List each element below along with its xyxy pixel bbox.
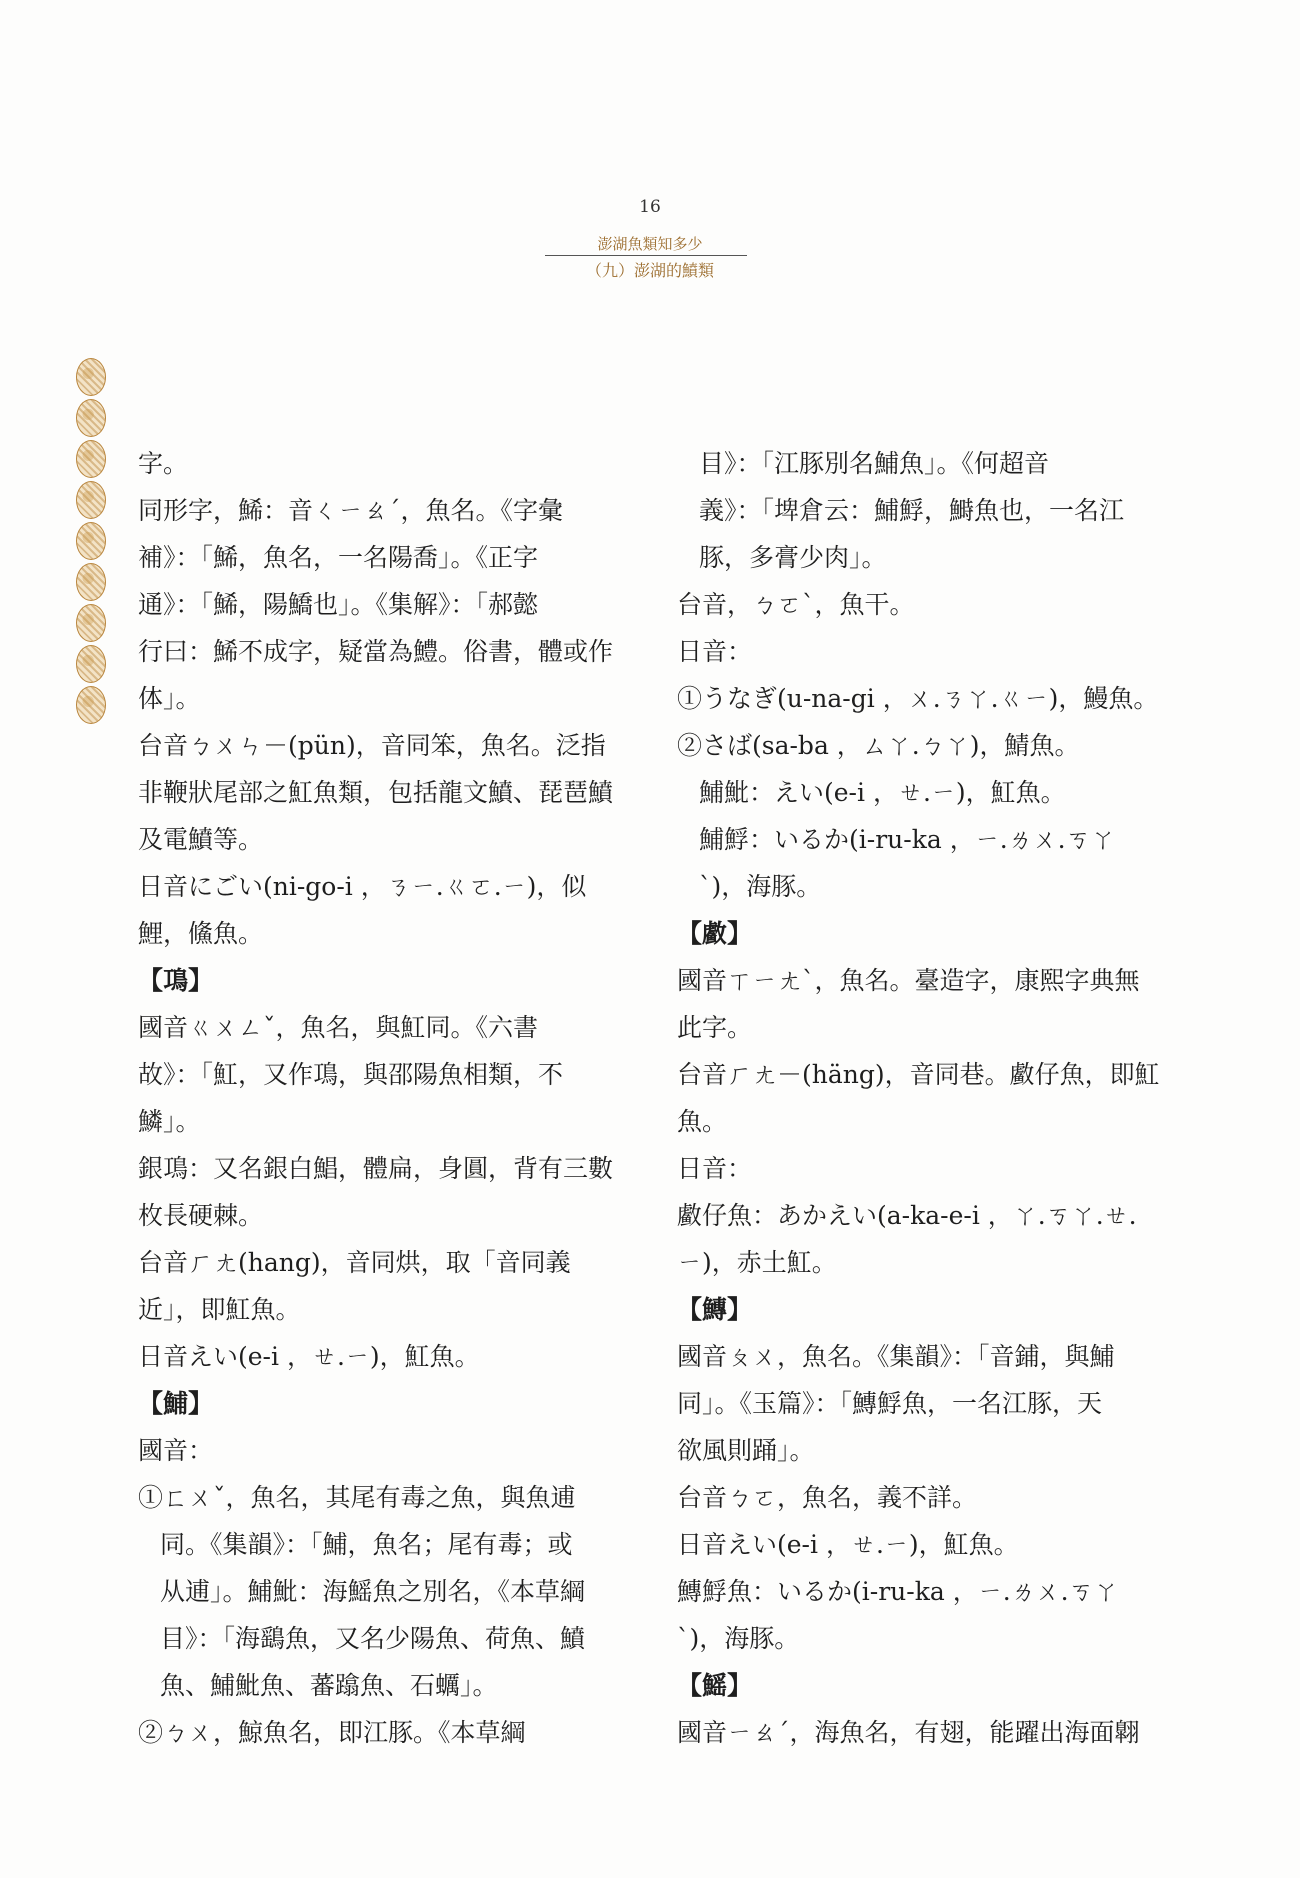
text-line: 日音えい(e-i ，ㄝ.ㄧ)，魟魚。 <box>677 1530 1019 1559</box>
text-line: 義》：「埤倉云：鯆䱐，鰣魚也，一名江 <box>699 496 1125 525</box>
text-line: 枚長硬棘。 <box>138 1201 264 1230</box>
text-line: 此字。 <box>677 1013 753 1042</box>
text-line: 欲風則踊」。 <box>677 1436 815 1465</box>
page-number: 16 <box>639 197 661 217</box>
text-line: ②ㄅㄨ，鯨魚名，即江豚。《本草綱 <box>138 1718 526 1747</box>
text-line: 日音： <box>677 1154 753 1183</box>
text-line: ①うなぎ(u-na-gi ，ㄨ.ㄋㄚ.ㄍㄧ)，鰻魚。 <box>677 684 1159 713</box>
text-line: 日音： <box>677 637 753 666</box>
text-line: 同。《集韻》：「鯆，魚名；尾有毒；或 <box>160 1530 573 1559</box>
text-line: 字。 <box>138 449 189 478</box>
text-line: ②さば(sa-ba ，ㄙㄚ.ㄅㄚ)，鯖魚。 <box>677 731 1080 760</box>
entry-heading: 【鰩】 <box>677 1671 753 1700</box>
text-line: 國音： <box>138 1436 214 1465</box>
decorative-coin-border <box>76 358 110 727</box>
text-line: 非鞭狀尾部之魟魚類，包括龍文鱝、琵琶鱝 <box>138 778 614 807</box>
text-line: 魚、鯆魮魚、蕃蹹魚、石蠣」。 <box>160 1671 498 1700</box>
text-line: 目》：「海鷂魚，又名少陽魚、荷魚、鱝 <box>160 1624 586 1653</box>
text-line: 及電鱝等。 <box>138 825 264 854</box>
text-line: 台音ㄏㄤ－(häng)，音同巷。䲣仔魚，即魟 <box>677 1060 1160 1089</box>
text-line: 鯆魮：えい(e-i ，ㄝ.ㄧ)，魟魚。 <box>699 778 1066 807</box>
text-line: ˋ)，海豚。 <box>677 1624 800 1653</box>
left-text-column <box>138 440 614 1756</box>
text-line: 台音ㄅㄨㄣ－(pün)，音同笨，魚名。泛指 <box>138 731 606 760</box>
text-line: 豚，多膏少肉」。 <box>699 543 887 572</box>
text-line: 体」。 <box>138 684 201 713</box>
text-line: 銀䲨：又名銀白鯧，體扁，身圓，背有三數 <box>138 1154 614 1183</box>
text-line: 日音えい(e-i ，ㄝ.ㄧ)，魟魚。 <box>138 1342 480 1371</box>
entry-heading: 【鯆】 <box>138 1389 214 1418</box>
text-line: 鯉，鯈魚。 <box>138 919 264 948</box>
right-text-column <box>677 440 1160 1756</box>
entry-heading: 【鱄】 <box>677 1295 753 1324</box>
text-line: 國音ㄧㄠˊ，海魚名，有翅，能躍出海面翺 <box>677 1718 1140 1747</box>
ornament-coin-icon <box>76 522 106 560</box>
text-line: 台音，ㄅㄛˋ，魚干。 <box>677 590 915 619</box>
text-line: 近」，即魟魚。 <box>138 1295 301 1324</box>
ornament-coin-icon <box>76 358 106 396</box>
text-line: 國音ㄒㄧㄤˋ，魚名。臺造字，康熙字典無 <box>677 966 1140 995</box>
text-line: 䲣仔魚：あかえい(a-ka-e-i ，ㄚ.ㄎㄚ.ㄝ. <box>677 1201 1137 1230</box>
text-line: 故》：「魟，又作䲨，與邵陽魚相類，不 <box>138 1060 564 1089</box>
ornament-coin-icon <box>76 686 106 724</box>
ornament-coin-icon <box>76 563 106 601</box>
running-header-section-title: （九）澎湖的鱝類 <box>585 261 714 280</box>
text-line: 同」。《玉篇》：「鱄䱐魚，一名江豚，天 <box>677 1389 1103 1418</box>
text-line: 國音ㄍㄨㄥˇ，魚名，與魟同。《六書 <box>138 1013 539 1042</box>
text-line: 通》：「鯑，陽鱎也」。《集解》：「郝懿 <box>138 590 539 619</box>
text-line: ①ㄈㄨˇ，魚名，其尾有毒之魚，與魚逋 <box>138 1483 576 1512</box>
text-line: 鯆䱐：いるか(i-ru-ka ，ㄧ.ㄌㄨ.ㄎㄚ <box>699 825 1116 854</box>
text-line: 台音ㄅㄛ，魚名，義不詳。 <box>677 1483 978 1512</box>
text-line: ˋ)，海豚。 <box>699 872 822 901</box>
header-divider <box>545 255 747 256</box>
ornament-coin-icon <box>76 399 106 437</box>
text-line: 目》：「江豚別名鯆魚」。《何超音 <box>699 449 1050 478</box>
ornament-coin-icon <box>76 440 106 478</box>
text-line: 同形字，鯑：音ㄑㄧㄠˊ，魚名。《字彙 <box>138 496 564 525</box>
entry-heading: 【䲨】 <box>138 966 214 995</box>
text-line: 魚。 <box>677 1107 728 1136</box>
text-line: 鱗」。 <box>138 1107 201 1136</box>
entry-heading: 【䲣】 <box>677 919 753 948</box>
text-line: ㄧ)，赤土魟。 <box>677 1248 837 1277</box>
text-line: 國音ㄆㄨ，魚名。《集韻》：「音鋪，與鯆 <box>677 1342 1115 1371</box>
text-line: 鱄䱐魚：いるか(i-ru-ka ，ㄧ.ㄌㄨ.ㄎㄚ <box>677 1577 1119 1606</box>
text-line: 補》：「鯑，魚名，一名陽喬」。《正字 <box>138 543 539 572</box>
ornament-coin-icon <box>76 481 106 519</box>
ornament-coin-icon <box>76 645 106 683</box>
text-line: 行曰：鯑不成字，疑當為鱧。俗書，體或作 <box>138 637 614 666</box>
text-line: 日音にごい(ni-go-i ，ㄋㄧ.ㄍㄛ.ㄧ)，似 <box>138 872 587 901</box>
ornament-coin-icon <box>76 604 106 642</box>
text-line: 从逋」。鯆魮：海鰩魚之別名，《本草綱 <box>160 1577 586 1606</box>
running-header-book-title: 澎湖魚類知多少 <box>597 235 703 253</box>
text-line: 台音ㄏㄤ(hang)，音同烘，取「音同義 <box>138 1248 571 1277</box>
